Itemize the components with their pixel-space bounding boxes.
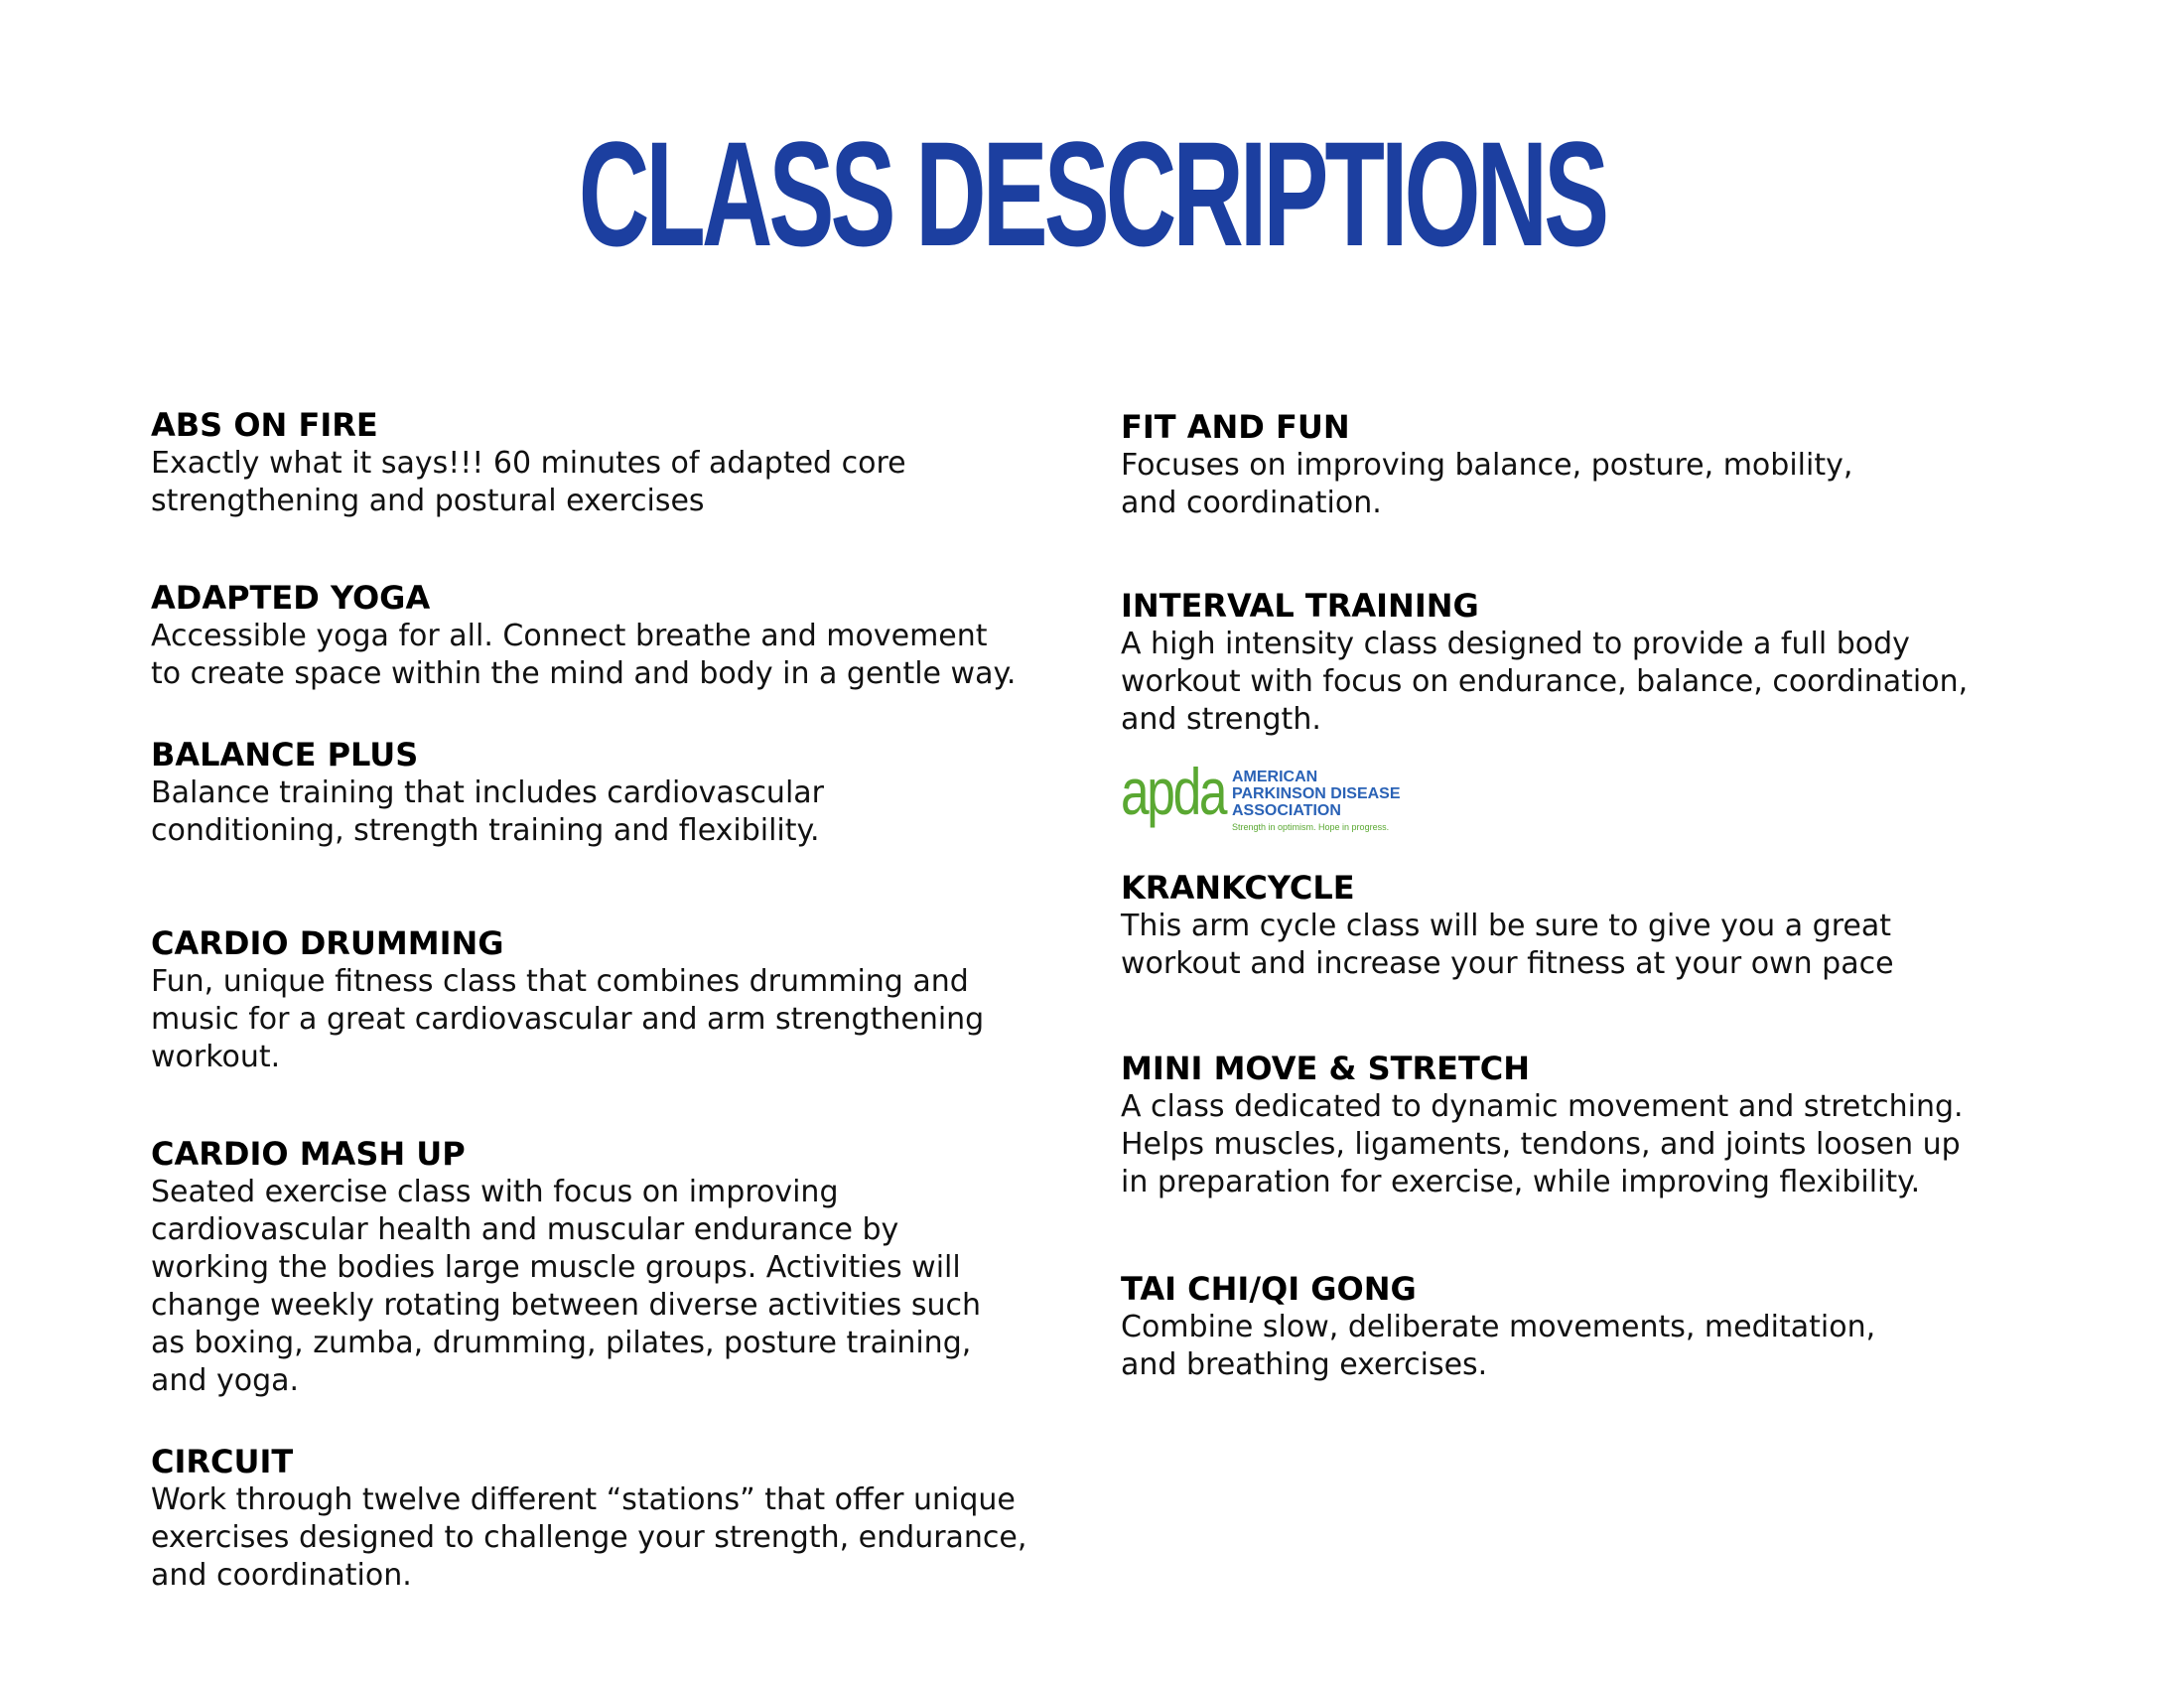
class-description-line: Fun, unique fitness class that combines drumming and	[151, 964, 969, 999]
class-description-line: workout.	[151, 1040, 281, 1074]
class-description-line: music for a great cardiovascular and arm strengthening	[151, 1002, 985, 1037]
class-heading: INTERVAL TRAINING	[1121, 587, 1479, 625]
class-description-line: to create space within the mind and body in a gentle way.	[151, 656, 1017, 691]
class-description-line: exercises designed to challenge your strength, endurance,	[151, 1520, 1027, 1555]
class-description-line: Combine slow, deliberate movements, meditation,	[1121, 1310, 1876, 1344]
class-heading: TAI CHI/QI GONG	[1121, 1270, 1417, 1308]
class-heading: CIRCUIT	[151, 1443, 294, 1480]
class-circuit	[151, 1442, 1074, 1595]
class-description-line: Helps muscles, ligaments, tendons, and joints loosen up	[1121, 1127, 1961, 1162]
class-description-line: Exactly what it says!!! 60 minutes of adapted core	[151, 446, 906, 481]
class-heading: MINI MOVE & STRETCH	[1121, 1050, 1531, 1087]
class-heading: CARDIO MASH UP	[151, 1135, 466, 1173]
apda-logo	[1121, 755, 1448, 834]
class-heading: CARDIO DRUMMING	[151, 924, 504, 962]
apda-logo-name-line: AMERICAN	[1232, 769, 1318, 785]
class-interval-training	[1121, 586, 2014, 739]
class-description-line: and strength.	[1121, 702, 1321, 737]
class-description-line: Seated exercise class with focus on improving	[151, 1175, 839, 1209]
class-mini-move-stretch	[1121, 1049, 2014, 1201]
class-description-line: as boxing, zumba, drumming, pilates, posture training,	[151, 1326, 972, 1360]
apda-logo-name-line: ASSOCIATION	[1232, 802, 1341, 819]
class-description-line: and yoga.	[151, 1363, 300, 1398]
page-title: CLASS DESCRIPTIONS	[578, 110, 1606, 277]
class-heading: KRANKCYCLE	[1121, 869, 1355, 907]
class-description-line: Accessible yoga for all. Connect breathe and movement	[151, 619, 988, 653]
class-description-line: working the bodies large muscle groups. Activities will	[151, 1250, 961, 1285]
class-cardio-mash-up	[151, 1134, 1074, 1400]
class-description-line: Balance training that includes cardiovascular	[151, 775, 825, 810]
class-description-line: cardiovascular health and muscular endurance by	[151, 1212, 899, 1247]
apda-logo-mark: apda	[1121, 755, 1226, 828]
class-description-line: This arm cycle class will be sure to give you a great	[1121, 909, 1891, 943]
class-fit-and-fun	[1121, 407, 2014, 522]
class-description-line: Work through twelve different “stations” that offer unique	[151, 1482, 1016, 1517]
apda-logo-name-line: PARKINSON DISEASE	[1232, 785, 1401, 802]
class-krankcycle	[1121, 868, 2014, 983]
class-tai-chi-qi-gong	[1121, 1269, 2014, 1384]
class-description-line: and coordination.	[151, 1558, 412, 1593]
class-heading: ABS ON FIRE	[151, 406, 378, 444]
class-description-line: Focuses on improving balance, posture, mobility,	[1121, 448, 1853, 483]
class-description-line: and breathing exercises.	[1121, 1347, 1488, 1382]
class-description-line: A high intensity class designed to provide a full body	[1121, 627, 1910, 661]
class-heading: FIT AND FUN	[1121, 408, 1350, 446]
class-description-line: workout and increase your fitness at your own pace	[1121, 946, 1894, 981]
class-heading: ADAPTED YOGA	[151, 579, 431, 617]
class-description-line: A class dedicated to dynamic movement and stretching.	[1121, 1089, 1964, 1124]
class-abs-on-fire	[151, 405, 1074, 520]
class-adapted-yoga	[151, 578, 1074, 693]
class-description-line: in preparation for exercise, while improving flexibility.	[1121, 1165, 1921, 1199]
class-description-line: change weekly rotating between diverse activities such	[151, 1288, 982, 1323]
class-description-line: and coordination.	[1121, 486, 1382, 520]
class-cardio-drumming	[151, 923, 1074, 1076]
class-description-line: strengthening and postural exercises	[151, 484, 705, 518]
class-balance-plus	[151, 735, 1074, 850]
class-heading: BALANCE PLUS	[151, 736, 419, 774]
apda-logo-tagline: Strength in optimism. Hope in progress.	[1232, 822, 1390, 832]
class-description-line: workout with focus on endurance, balance, coordination,	[1121, 664, 1969, 699]
class-description-line: conditioning, strength training and flexibility.	[151, 813, 820, 848]
